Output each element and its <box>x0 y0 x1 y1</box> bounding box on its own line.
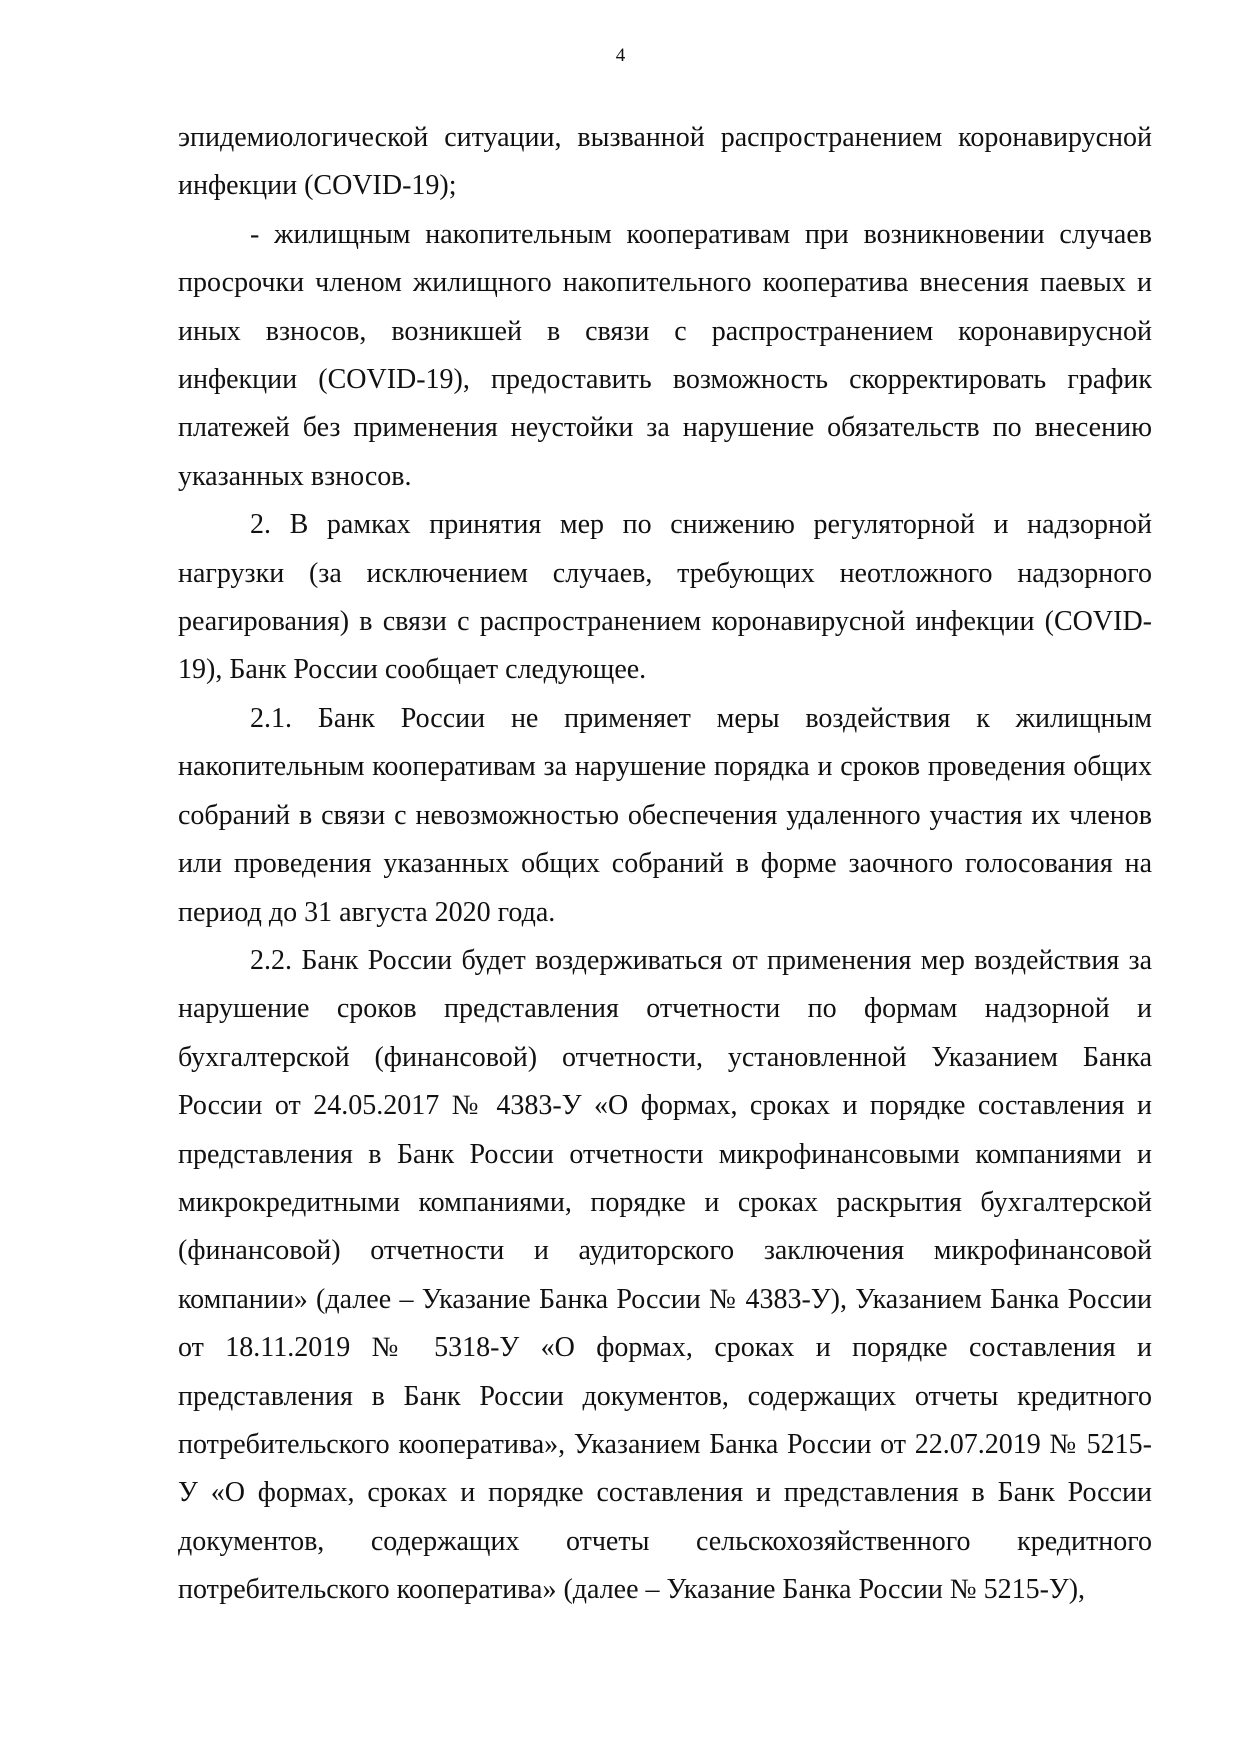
paragraph-section-2: 2. В рамках принятия мер по снижению регуляторной и надзорной нагрузки (за исключением случаев, требующих неотложного надзорного реагирования) в связи с распространением коронавирусной инфекции (COVID-19), Банк России сообщает следующее. <box>178 509 1152 686</box>
page-number: 4 <box>615 45 626 66</box>
paragraph-section-2-1: 2.1. Банк России не применяет меры воздействия к жилищным накопительным кооперативам за нарушение порядка и сроков проведения общих собраний в связи с невозможностью обеспечения удаленного участия их членов или проведения указанных общих собраний в форме заочного голосования на период до 31 августа 2020 года. <box>178 702 1152 928</box>
paragraph-section-2-2: 2.2. Банк России будет воздерживаться от применения мер воздействия за нарушение сроков представления отчетности по формам надзорной и бухгалтерской (финансовой) отчетности, установленной Указанием Банка России от 24.05.2017 № 4383-У «О формах, сроках и порядке составления и представления в Банк России отчетности микрофинансовыми компаниями и микрокредитными компаниями, порядке и сроках раскрытия бухгалтерской (финансовой) отчетности и аудиторского заключения микрофинансовой компании» (далее – Указание Банка России № 4383-У), Указанием Банка России от 18.11.2019 № 5318-У «О формах, сроках и порядке составления и представления в Банк России документов, содержащих отчеты кредитного потребительского кооператива», Указанием Банка России от 22.07.2019 № 5215-У «О формах, сроках и порядке составления и представления в Банк России документов, содержащих отчеты сельскохозяйственного кредитного потребительского кооператива» (далее – Указание Банка России № 5215-У), <box>178 944 1152 1606</box>
paragraph-continuation: эпидемиологической ситуации, вызванной распространением коронавирусной инфекции (COVID-19); <box>178 122 1152 202</box>
document-body <box>178 114 1152 1615</box>
paragraph-housing-cooperatives-schedule: - жилищным накопительным кооперативам при возникновении случаев просрочки членом жилищного накопительного кооператива внесения паевых и иных взносов, возникшей в связи с распространением коронавирусной инфекции (COVID-19), предоставить возможность скорректировать график платежей без применения неустойки за нарушение обязательств по внесению указанных взносов. <box>178 218 1152 492</box>
